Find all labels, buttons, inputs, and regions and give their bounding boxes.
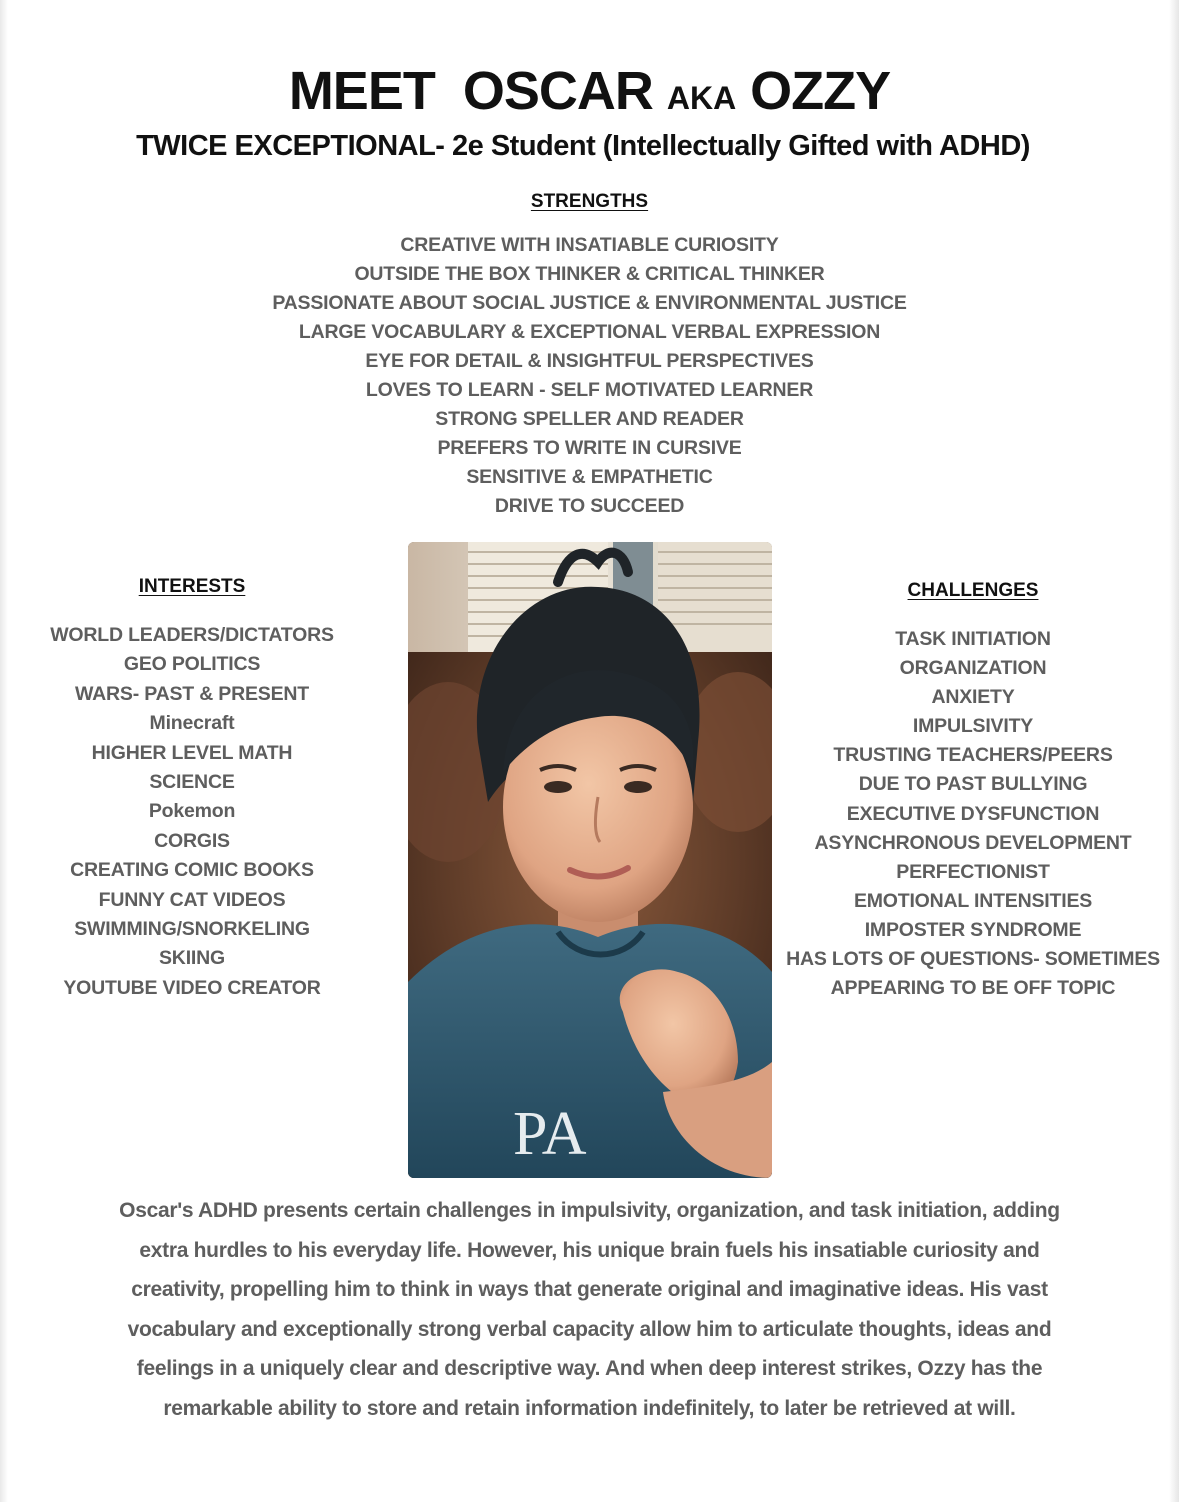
interest-item: Pokemon [148,800,236,823]
interests-heading: INTERESTS [138,576,246,597]
strength-item: STRONG SPELLER AND READER [435,408,744,430]
title-name: MEET OSCAR [288,61,653,121]
challenge-item: ANXIETY [931,686,1015,709]
strength-item: SENSITIVE & EMPATHETIC [466,466,713,488]
interest-item: CREATING COMIC BOOKS [70,859,314,882]
strengths-heading: STRENGTHS [530,191,649,212]
interest-item: YOUTUBE VIDEO CREATOR [63,976,321,999]
interest-item: CORGIS [154,829,230,852]
interest-item: SWIMMING/SNORKELING [74,917,310,940]
interest-item: WORLD LEADERS/DICTATORS [50,624,334,646]
challenges-heading: CHALLENGES [907,580,1039,601]
strength-item: EYE FOR DETAIL & INSIGHTFUL PERSPECTIVES [365,350,814,372]
interests-section [20,574,364,1003]
summary-paragraph [70,1191,1109,1428]
interest-item: Minecraft [149,712,235,735]
page-subtitle: TWICE EXCEPTIONAL- 2e Student (Intellectually Gifted with ADHD) [136,130,1030,162]
strength-item: DRIVE TO SUCCEED [494,495,685,517]
challenge-item: ASYNCHRONOUS DEVELOPMENT [814,831,1132,854]
summary-line: Oscar's ADHD presents certain challenges in impulsivity, organization, and task initiation, adding [119,1199,1060,1222]
strengths-section [0,189,1179,521]
summary-line: extra hurdles to his everyday life. However, his unique brain fuels his insatiable curiosity and [139,1238,1040,1262]
strength-item: OUTSIDE THE BOX THINKER & CRITICAL THINKER [354,263,825,285]
interest-item: FUNNY CAT VIDEOS [98,888,286,911]
challenge-item: EXECUTIVE DYSFUNCTION [846,802,1100,825]
student-photo [408,542,772,1178]
challenge-item: IMPULSIVITY [912,715,1034,738]
challenge-item: EMOTIONAL INTENSITIES [853,889,1093,912]
challenges-section [776,578,1170,1003]
title-aka: AKA [666,80,737,116]
interest-item: SKIING [159,947,225,970]
challenge-item: PERFECTIONIST [896,860,1050,883]
summary-line: vocabulary and exceptionally strong verbal capacity allow him to articulate thoughts, ideas and [127,1317,1052,1341]
challenge-item: TASK INITIATION [895,628,1051,650]
page-title [0,60,1179,129]
summary-line: feelings in a uniquely clear and descriptive way. And when deep interest strikes, Ozzy has the [136,1357,1043,1380]
challenge-item: IMPOSTER SYNDROME [864,918,1082,941]
strength-item: LARGE VOCABULARY & EXCEPTIONAL VERBAL EXPRESSION [298,321,881,343]
challenge-item: DUE TO PAST BULLYING [858,773,1088,796]
interest-item: SCIENCE [149,770,235,793]
strength-item: PREFERS TO WRITE IN CURSIVE [437,437,742,459]
strength-item: LOVES TO LEARN - SELF MOTIVATED LEARNER [365,379,814,401]
strength-item: PASSIONATE ABOUT SOCIAL JUSTICE & ENVIRONMENTAL JUSTICE [272,292,907,314]
summary-line: remarkable ability to store and retain information indefinitely, to later be retrieved at will. [163,1396,1016,1420]
challenge-item: HAS LOTS OF QUESTIONS- SOMETIMES [786,948,1160,971]
summary-line: creativity, propelling him to think in ways that generate original and imaginative ideas. His vast [131,1278,1048,1301]
interest-item: GEO POLITICS [123,653,261,676]
challenge-item: ORGANIZATION [899,657,1047,680]
title-nickname: OZZY [750,61,891,121]
challenge-item: APPEARING TO BE OFF TOPIC [830,977,1116,1000]
strength-item: CREATIVE WITH INSATIABLE CURIOSITY [400,234,779,256]
interest-item: WARS- PAST & PRESENT [75,682,309,705]
challenge-item: TRUSTING TEACHERS/PEERS [833,744,1113,767]
interest-item: HIGHER LEVEL MATH [91,741,293,764]
shirt-text: PA [513,1100,587,1168]
